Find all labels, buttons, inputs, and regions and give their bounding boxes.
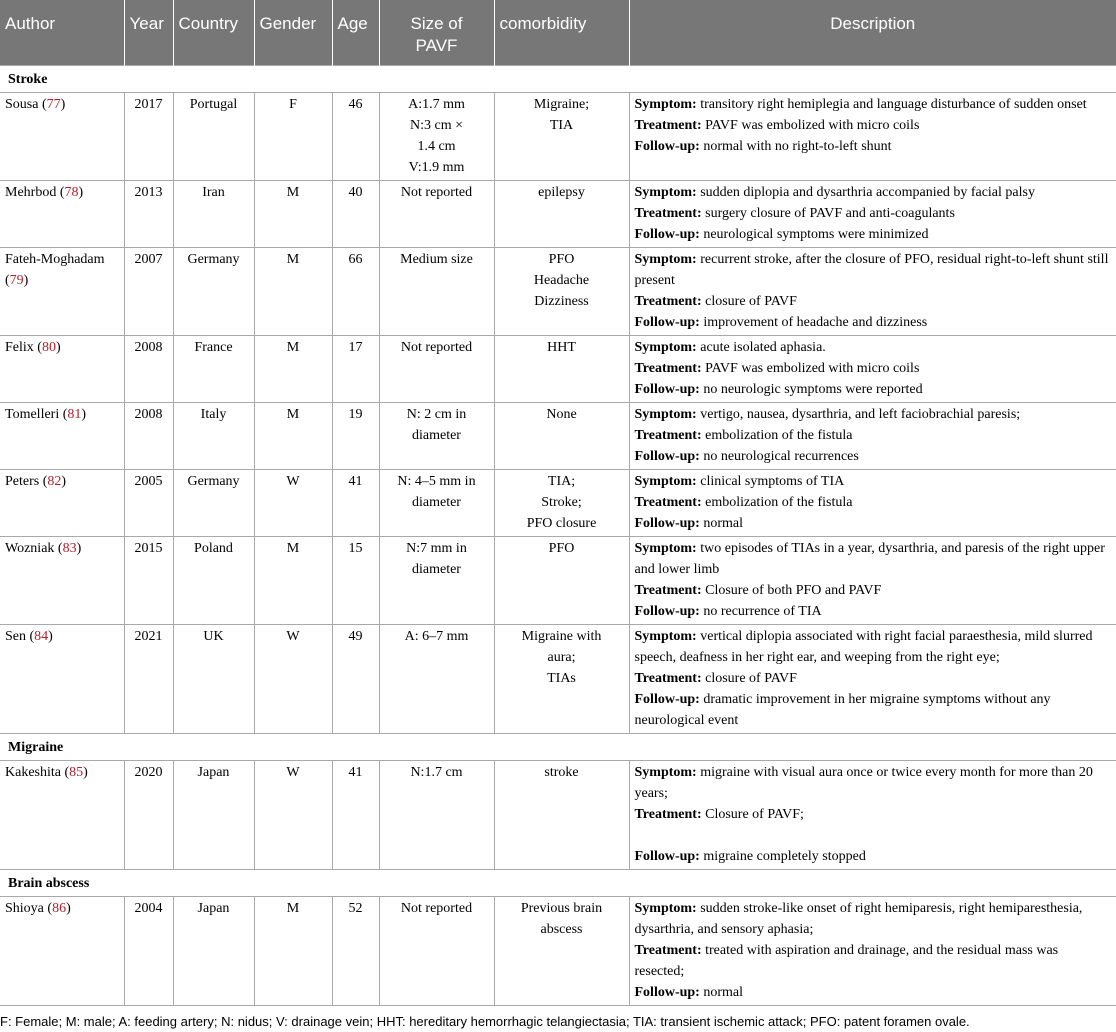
follow-up-text: normal xyxy=(703,985,743,1000)
comorbidity-line: Stroke; xyxy=(541,495,582,510)
comorbidity-line: Headache xyxy=(533,273,590,288)
table-row xyxy=(0,93,1116,181)
header-size xyxy=(379,0,494,66)
comorbidity-cell xyxy=(494,761,629,870)
table-row xyxy=(0,470,1116,537)
author-cell: Kakeshita (85) xyxy=(0,761,124,870)
comorbidity-line: abscess xyxy=(540,922,583,937)
header-country: Country xyxy=(173,0,254,66)
size-cell xyxy=(379,761,494,870)
table-row xyxy=(0,248,1116,336)
table-row xyxy=(0,761,1116,870)
follow-up-text: neurological symptoms were minimized xyxy=(703,227,929,242)
symptom-line xyxy=(635,538,1112,580)
description-cell xyxy=(629,181,1116,248)
comorbidity-line: epilepsy xyxy=(538,185,585,200)
size-line: N:3 cm × xyxy=(410,118,463,133)
treatment-text: Closure of PAVF; xyxy=(705,807,804,822)
size-line: V:1.9 mm xyxy=(408,160,465,175)
treatment-line xyxy=(635,668,1112,689)
treatment-label: Treatment: xyxy=(634,583,702,598)
size-cell xyxy=(379,336,494,403)
treatment-label: Treatment: xyxy=(634,943,702,958)
author-cell: Tomelleri (81) xyxy=(0,403,124,470)
section-row xyxy=(0,734,1116,761)
age-cell: 49 xyxy=(332,625,379,734)
comorbidity-cell xyxy=(494,248,629,336)
symptom-label: Symptom: xyxy=(634,629,697,644)
follow-up-text: no neurologic symptoms were reported xyxy=(703,382,923,397)
country-cell: UK xyxy=(173,625,254,734)
symptom-text: recurrent stroke, after the closure of PFO, residual right-to-left shunt still present xyxy=(634,252,1109,288)
size-line: 1.4 cm xyxy=(417,139,456,154)
symptom-line xyxy=(635,626,1112,668)
comorbidity-cell xyxy=(494,537,629,625)
follow-up-text: migraine completely stopped xyxy=(703,849,866,864)
reference-link[interactable]: 82 xyxy=(47,474,62,489)
author-cell: Sousa (77) xyxy=(0,93,124,181)
section-title: Migraine xyxy=(0,734,1116,761)
comorbidity-line: Migraine; xyxy=(533,97,590,112)
symptom-label: Symptom: xyxy=(634,541,697,556)
comorbidity-cell xyxy=(494,470,629,537)
follow-up-line xyxy=(635,846,1112,867)
author-cell: Shioya (86) xyxy=(0,897,124,1006)
author-name: Sen xyxy=(5,629,26,644)
symptom-line xyxy=(635,762,1112,804)
treatment-line xyxy=(635,358,1112,379)
comorbidity-line: PFO closure xyxy=(526,516,597,531)
treatment-text: surgery closure of PAVF and anti-coagulants xyxy=(705,206,955,221)
author-name: Tomelleri xyxy=(5,407,60,422)
follow-up-line xyxy=(635,136,1112,157)
follow-up-text: dramatic improvement in her migraine symptoms without any neurological event xyxy=(634,692,1051,728)
reference-link[interactable]: 85 xyxy=(69,765,84,780)
comorbidity-line: None xyxy=(546,407,577,422)
table-header xyxy=(0,0,1116,66)
follow-up-text: normal xyxy=(703,516,743,531)
author-name: Kakeshita xyxy=(5,765,61,780)
follow-up-label: Follow-up: xyxy=(634,139,700,154)
symptom-text: sudden stroke-like onset of right hemiparesis, right hemiparesthesia, dysarthria, and sensory aphasia; xyxy=(634,901,1083,937)
table-row xyxy=(0,537,1116,625)
size-line: Not reported xyxy=(400,185,473,200)
follow-up-text: normal with no right-to-left shunt xyxy=(703,139,892,154)
symptom-text: two episodes of TIAs in a year, dysarthria, and paresis of the right upper and lower limb xyxy=(634,541,1105,577)
age-cell: 19 xyxy=(332,403,379,470)
symptom-label: Symptom: xyxy=(634,765,697,780)
reference-link[interactable]: 79 xyxy=(9,273,24,288)
header-age: Age xyxy=(332,0,379,66)
author-name: Peters xyxy=(5,474,40,489)
comorbidity-line: aura; xyxy=(547,650,576,665)
year-cell: 2015 xyxy=(124,537,173,625)
treatment-text: PAVF was embolized with micro coils xyxy=(705,361,920,376)
follow-up-text: improvement of headache and dizziness xyxy=(703,315,928,330)
author-name: Fateh-Moghadam xyxy=(5,252,105,267)
symptom-text: clinical symptoms of TIA xyxy=(700,474,845,489)
country-cell: France xyxy=(173,336,254,403)
author-cell: Sen (84) xyxy=(0,625,124,734)
header-description: Description xyxy=(629,0,1116,66)
size-line: A:1.7 mm xyxy=(408,97,465,112)
table-row xyxy=(0,181,1116,248)
treatment-line xyxy=(635,425,1112,446)
author-name: Shioya xyxy=(5,901,44,916)
gender-cell: M xyxy=(254,897,332,1006)
size-line: Medium size xyxy=(400,252,473,267)
size-line: N:7 mm in xyxy=(406,541,467,556)
description-cell xyxy=(629,761,1116,870)
gender-cell: M xyxy=(254,403,332,470)
year-cell: 2021 xyxy=(124,625,173,734)
description-cell xyxy=(629,336,1116,403)
size-line: A: 6–7 mm xyxy=(404,629,469,644)
follow-up-line xyxy=(635,224,1112,245)
reference-link[interactable]: 86 xyxy=(52,901,67,916)
author-name: Mehrbod xyxy=(5,185,57,200)
symptom-label: Symptom: xyxy=(634,407,697,422)
header-author: Author xyxy=(0,0,124,66)
symptom-line xyxy=(635,182,1112,203)
comorbidity-line: PFO xyxy=(548,541,575,556)
symptom-text: migraine with visual aura once or twice every month for more than 20 years; xyxy=(634,765,1093,801)
comorbidity-line: TIA; xyxy=(547,474,576,489)
treatment-text: closure of PAVF xyxy=(705,671,797,686)
size-cell xyxy=(379,470,494,537)
comorbidity-line: TIAs xyxy=(547,671,576,686)
description-cell xyxy=(629,897,1116,1006)
size-line: Not reported xyxy=(400,340,473,355)
gender-cell: W xyxy=(254,470,332,537)
section-row xyxy=(0,66,1116,93)
section-row xyxy=(0,870,1116,897)
age-cell: 41 xyxy=(332,761,379,870)
treatment-text: closure of PAVF xyxy=(705,294,797,309)
follow-up-line xyxy=(635,982,1112,1003)
treatment-label: Treatment: xyxy=(634,118,702,133)
blank-line xyxy=(635,825,1112,846)
year-cell: 2008 xyxy=(124,336,173,403)
size-line: Not reported xyxy=(400,901,473,916)
symptom-text: vertical diplopia associated with right facial paraesthesia, mild slurred speech, deafness in her right ear, and weeping from the right eye; xyxy=(634,629,1093,665)
follow-up-line xyxy=(635,513,1112,534)
symptom-line xyxy=(635,404,1112,425)
year-cell: 2020 xyxy=(124,761,173,870)
author-cell: Fateh-Moghadam (79) xyxy=(0,248,124,336)
gender-cell: M xyxy=(254,248,332,336)
follow-up-label: Follow-up: xyxy=(634,227,700,242)
comorbidity-line: PFO xyxy=(548,252,575,267)
section-title: Stroke xyxy=(0,66,1116,93)
description-cell xyxy=(629,403,1116,470)
treatment-label: Treatment: xyxy=(634,294,702,309)
symptom-line xyxy=(635,94,1112,115)
size-line: diameter xyxy=(412,562,461,577)
follow-up-label: Follow-up: xyxy=(634,449,700,464)
reference-link[interactable]: 84 xyxy=(34,629,49,644)
treatment-text: PAVF was embolized with micro coils xyxy=(705,118,920,133)
author-cell: Mehrbod (78) xyxy=(0,181,124,248)
follow-up-label: Follow-up: xyxy=(634,604,700,619)
follow-up-label: Follow-up: xyxy=(634,315,700,330)
year-cell: 2007 xyxy=(124,248,173,336)
age-cell: 15 xyxy=(332,537,379,625)
table-body xyxy=(0,66,1116,1006)
header-comorbidity: comorbidity xyxy=(494,0,629,66)
comorbidity-cell xyxy=(494,181,629,248)
author-name: Wozniak xyxy=(5,541,55,556)
age-cell: 46 xyxy=(332,93,379,181)
treatment-text: treated with aspiration and drainage, and the residual mass was resected; xyxy=(634,943,1059,979)
follow-up-line xyxy=(635,689,1112,731)
gender-cell: M xyxy=(254,537,332,625)
header-year: Year xyxy=(124,0,173,66)
treatment-label: Treatment: xyxy=(634,361,702,376)
country-cell: Italy xyxy=(173,403,254,470)
follow-up-label: Follow-up: xyxy=(634,849,700,864)
follow-up-line xyxy=(635,312,1112,333)
size-cell xyxy=(379,897,494,1006)
treatment-label: Treatment: xyxy=(634,428,702,443)
symptom-label: Symptom: xyxy=(634,252,697,267)
treatment-line xyxy=(635,115,1112,136)
author-name: Felix xyxy=(5,340,34,355)
author-cell: Wozniak (83) xyxy=(0,537,124,625)
treatment-line xyxy=(635,580,1112,601)
treatment-label: Treatment: xyxy=(634,807,702,822)
symptom-line xyxy=(635,471,1112,492)
age-cell: 41 xyxy=(332,470,379,537)
symptom-label: Symptom: xyxy=(634,474,697,489)
comorbidity-cell xyxy=(494,93,629,181)
follow-up-label: Follow-up: xyxy=(634,985,700,1000)
gender-cell: M xyxy=(254,181,332,248)
reference-link[interactable]: 83 xyxy=(62,541,77,556)
comorbidity-line: stroke xyxy=(544,765,579,780)
description-cell xyxy=(629,470,1116,537)
treatment-line xyxy=(635,492,1112,513)
reference-link[interactable]: 81 xyxy=(67,407,82,422)
follow-up-line xyxy=(635,379,1112,400)
follow-up-line xyxy=(635,601,1112,622)
country-cell: Germany xyxy=(173,470,254,537)
comorbidity-line: Dizziness xyxy=(534,294,589,309)
size-line: diameter xyxy=(412,428,461,443)
size-line: N:1.7 cm xyxy=(410,765,463,780)
header-gender: Gender xyxy=(254,0,332,66)
age-cell: 66 xyxy=(332,248,379,336)
country-cell: Portugal xyxy=(173,93,254,181)
reference-link[interactable]: 77 xyxy=(46,97,61,112)
table-footnote: F: Female; M: male; A: feeding artery; N: nidus; V: drainage vein; HHT: hereditary hemorrhagic telangiectasia; TIA: transient ischemic attack; PFO: patent foramen ovale. xyxy=(0,1014,970,1029)
treatment-text: Closure of both PFO and PAVF xyxy=(705,583,882,598)
symptom-label: Symptom: xyxy=(634,97,697,112)
age-cell: 52 xyxy=(332,897,379,1006)
gender-cell: W xyxy=(254,761,332,870)
table-row xyxy=(0,336,1116,403)
year-cell: 2008 xyxy=(124,403,173,470)
gender-cell: M xyxy=(254,336,332,403)
treatment-line xyxy=(635,940,1112,982)
symptom-line xyxy=(635,337,1112,358)
table-row xyxy=(0,625,1116,734)
comorbidity-line: TIA xyxy=(549,118,574,133)
symptom-line xyxy=(635,249,1112,291)
country-cell: Japan xyxy=(173,761,254,870)
size-line: N: 4–5 mm in xyxy=(397,474,476,489)
follow-up-label: Follow-up: xyxy=(634,382,700,397)
treatment-text: embolization of the fistula xyxy=(705,495,853,510)
comorbidity-cell xyxy=(494,403,629,470)
country-cell: Iran xyxy=(173,181,254,248)
gender-cell: F xyxy=(254,93,332,181)
year-cell: 2004 xyxy=(124,897,173,1006)
symptom-text: vertigo, nausea, dysarthria, and left faciobrachial paresis; xyxy=(700,407,1021,422)
size-cell xyxy=(379,93,494,181)
follow-up-text: no recurrence of TIA xyxy=(703,604,822,619)
comorbidity-cell xyxy=(494,625,629,734)
treatment-label: Treatment: xyxy=(634,671,702,686)
country-cell: Germany xyxy=(173,248,254,336)
symptom-text: acute isolated aphasia. xyxy=(700,340,826,355)
symptom-label: Symptom: xyxy=(634,185,697,200)
description-cell xyxy=(629,537,1116,625)
reference-link[interactable]: 80 xyxy=(41,340,56,355)
follow-up-text: no neurological recurrences xyxy=(703,449,859,464)
header-size-line1: Size of xyxy=(410,14,463,33)
country-cell: Japan xyxy=(173,897,254,1006)
section-title: Brain abscess xyxy=(0,870,1116,897)
table-row xyxy=(0,403,1116,470)
author-name: Sousa xyxy=(5,97,39,112)
size-cell xyxy=(379,625,494,734)
follow-up-label: Follow-up: xyxy=(634,516,700,531)
country-cell: Poland xyxy=(173,537,254,625)
header-size-line2: PAVF xyxy=(415,36,458,55)
treatment-text: embolization of the fistula xyxy=(705,428,853,443)
treatment-label: Treatment: xyxy=(634,495,702,510)
comorbidity-line: HHT xyxy=(547,340,576,355)
symptom-line xyxy=(635,898,1112,940)
treatment-line xyxy=(635,291,1112,312)
comorbidity-cell xyxy=(494,336,629,403)
comorbidity-cell xyxy=(494,897,629,1006)
author-cell: Felix (80) xyxy=(0,336,124,403)
description-cell xyxy=(629,93,1116,181)
age-cell: 17 xyxy=(332,336,379,403)
description-cell xyxy=(629,248,1116,336)
symptom-label: Symptom: xyxy=(634,901,697,916)
size-cell xyxy=(379,403,494,470)
table-row xyxy=(0,897,1116,1006)
author-cell: Peters (82) xyxy=(0,470,124,537)
treatment-line xyxy=(635,804,1112,825)
gender-cell: W xyxy=(254,625,332,734)
size-cell xyxy=(379,537,494,625)
description-cell xyxy=(629,625,1116,734)
follow-up-label: Follow-up: xyxy=(634,692,700,707)
symptom-label: Symptom: xyxy=(634,340,697,355)
treatment-line xyxy=(635,203,1112,224)
comorbidity-line: Previous brain xyxy=(520,901,603,916)
year-cell: 2017 xyxy=(124,93,173,181)
comorbidity-line: Migraine with xyxy=(521,629,602,644)
symptom-text: sudden diplopia and dysarthria accompanied by facial palsy xyxy=(700,185,1035,200)
size-line: N: 2 cm in xyxy=(406,407,467,422)
treatment-label: Treatment: xyxy=(634,206,702,221)
year-cell: 2013 xyxy=(124,181,173,248)
size-line: diameter xyxy=(412,495,461,510)
size-cell xyxy=(379,248,494,336)
follow-up-line xyxy=(635,446,1112,467)
year-cell: 2005 xyxy=(124,470,173,537)
symptom-text: transitory right hemiplegia and language disturbance of sudden onset xyxy=(700,97,1087,112)
age-cell: 40 xyxy=(332,181,379,248)
reference-link[interactable]: 78 xyxy=(64,185,79,200)
size-cell xyxy=(379,181,494,248)
